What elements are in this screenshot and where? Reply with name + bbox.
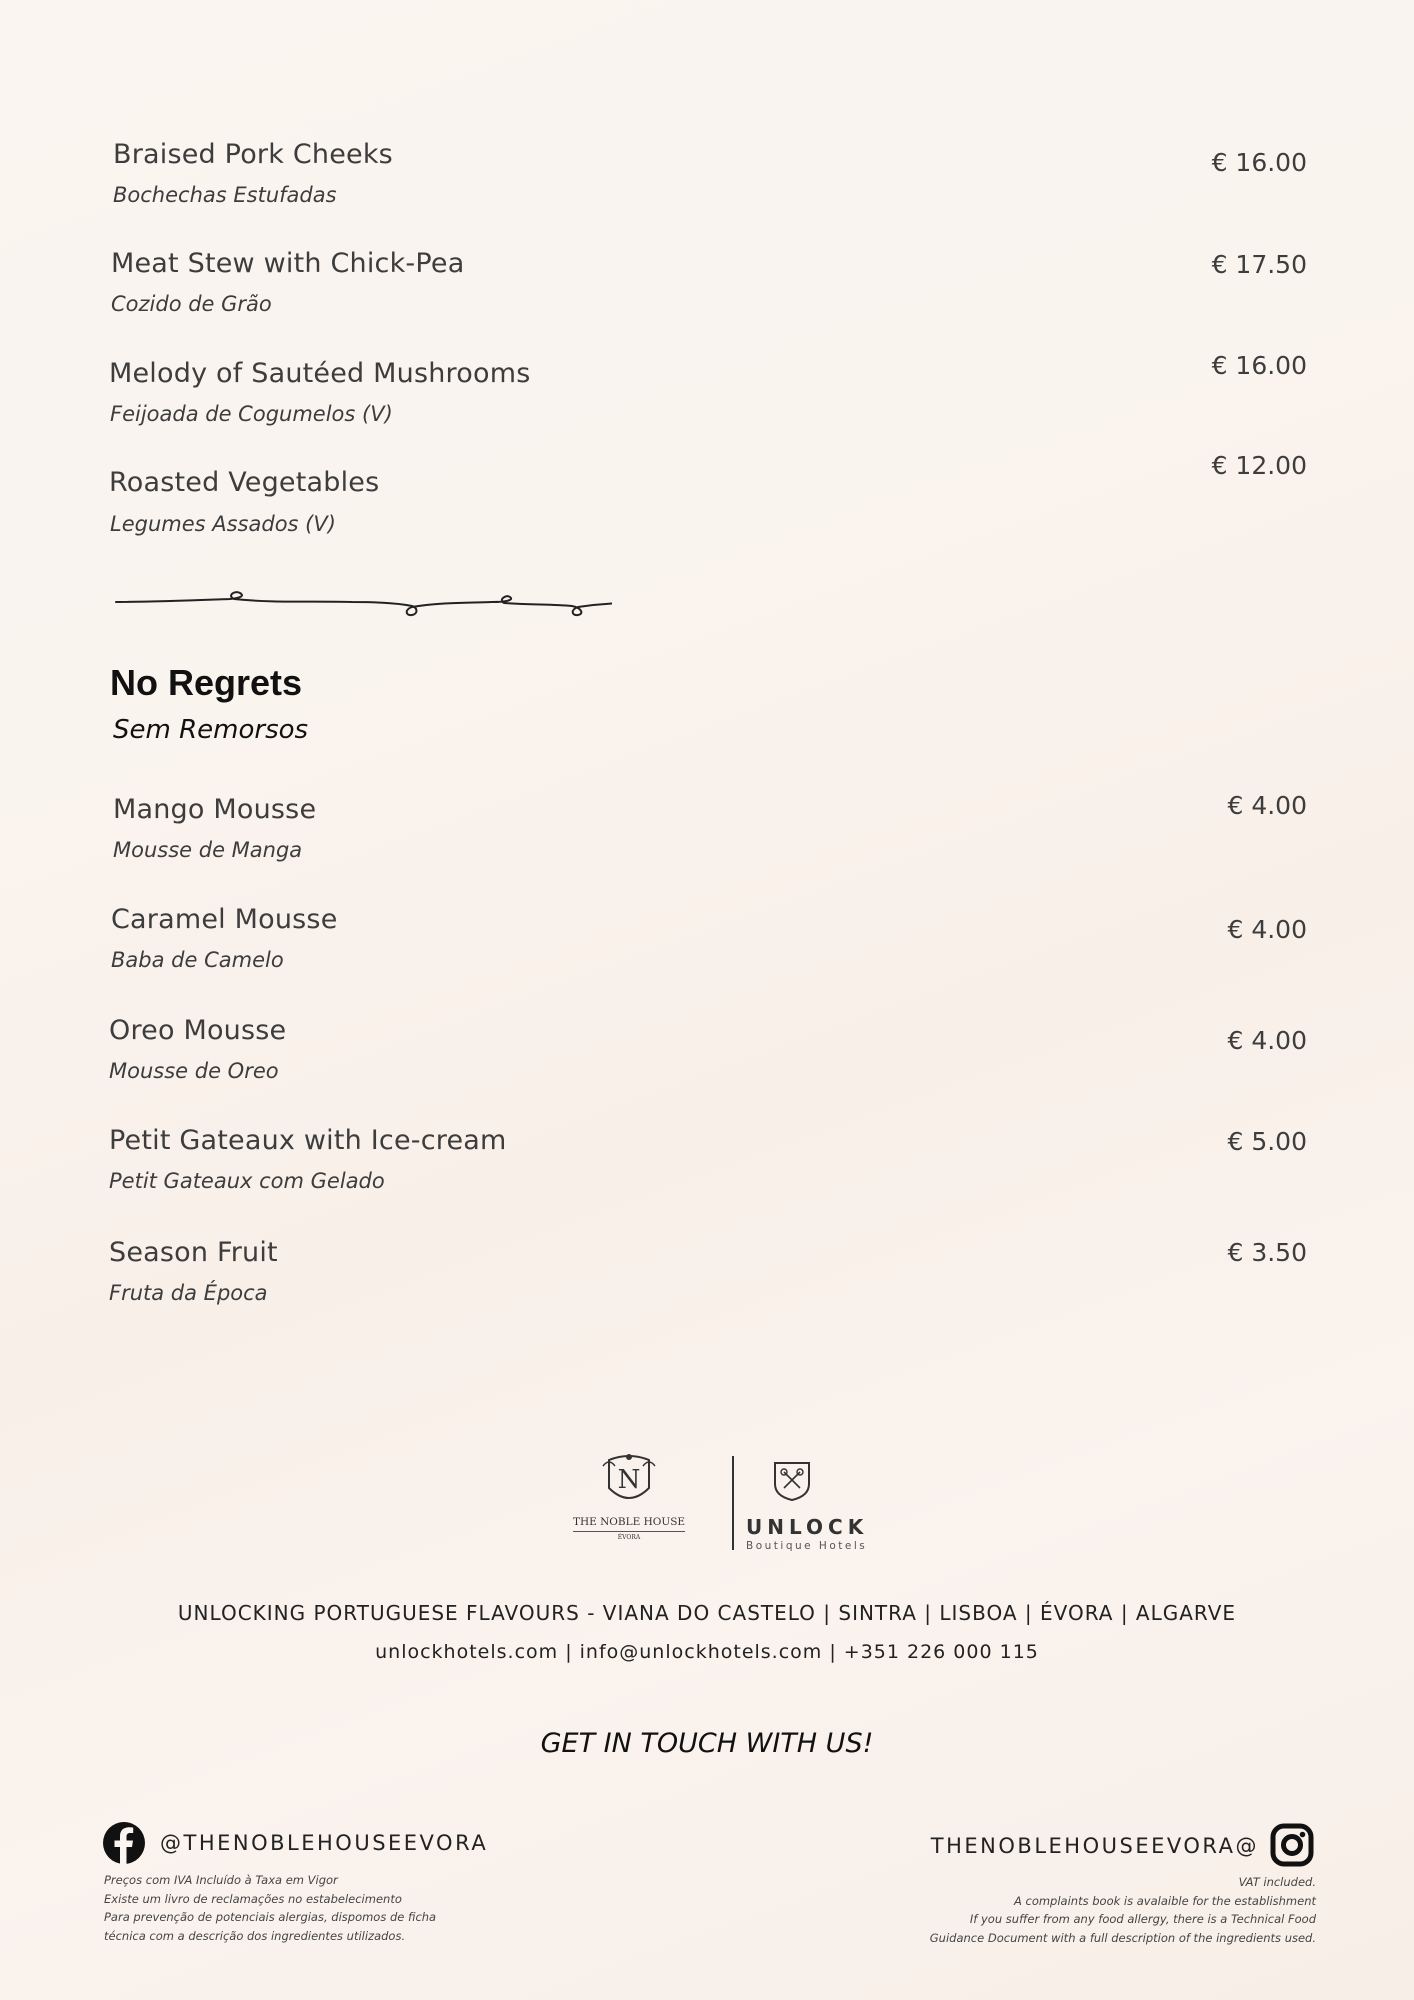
logo-divider	[732, 1456, 734, 1550]
dish-subtitle: Baba de Camelo	[111, 948, 284, 972]
note-line: Para prevenção de potenciais alergias, dispomos de ficha	[104, 1910, 437, 1924]
dish-subtitle: Mousse de Oreo	[109, 1059, 279, 1083]
logo-name: THE NOBLE HOUSE	[573, 1516, 685, 1532]
dish-name: Mango Mousse	[113, 794, 317, 825]
logo-place: ÉVORA	[617, 1534, 641, 1541]
section-title: No Regrets	[110, 662, 303, 703]
facebook-icon[interactable]	[103, 1822, 145, 1864]
dish-name: Caramel Mousse	[111, 904, 338, 935]
get-in-touch-heading: GET IN TOUCH WITH US!	[540, 1728, 874, 1759]
dish-price: € 16.00	[1211, 351, 1307, 380]
facebook-handle[interactable]: @THENOBLEHOUSEEVORA	[160, 1831, 489, 1855]
dish-name: Petit Gateaux with Ice-cream	[109, 1125, 507, 1156]
dish-subtitle: Petit Gateaux com Gelado	[109, 1169, 385, 1193]
dish-name: Oreo Mousse	[109, 1015, 287, 1046]
brand-logos	[560, 1452, 869, 1562]
legal-note-en	[930, 1873, 1316, 1947]
note-line: Existe um livro de reclamações no estabelecimento	[104, 1891, 402, 1906]
decorative-divider-icon	[112, 584, 612, 624]
instagram-handle[interactable]: THENOBLEHOUSEEVORA@	[930, 1834, 1259, 1858]
unlock-logo	[746, 1460, 872, 1550]
note-line: If you suffer from any food allergy, there is a Technical Food	[969, 1912, 1316, 1926]
dish-name: Season Fruit	[109, 1237, 278, 1268]
dish-price: € 3.50	[1227, 1238, 1307, 1267]
dish-name: Roasted Vegetables	[109, 467, 380, 498]
legal-note-pt	[104, 1871, 436, 1945]
dish-name: Melody of Sautéed Mushrooms	[109, 358, 531, 389]
section-subtitle: Sem Remorsos	[113, 715, 309, 745]
dish-subtitle: Cozido de Grão	[111, 292, 272, 316]
note-line: Preços com IVA Incluído à Taxa em Vigor	[104, 1873, 338, 1887]
dish-price: € 5.00	[1227, 1127, 1307, 1156]
dish-subtitle: Bochechas Estufadas	[113, 183, 337, 207]
note-line: VAT included.	[1238, 1875, 1316, 1889]
dish-price: € 4.00	[1227, 1026, 1307, 1055]
dish-price: € 4.00	[1227, 915, 1307, 944]
dish-subtitle: Mousse de Manga	[113, 838, 303, 862]
note-line: A complaints book is avalaible for the establishment	[1013, 1893, 1316, 1908]
dish-price: € 17.50	[1211, 250, 1307, 279]
dish-subtitle: Legumes Assados (V)	[110, 512, 336, 536]
note-line: Guidance Document with a full description of the ingredients used.	[929, 1930, 1316, 1945]
note-line: técnica com a descrição dos ingredientes utilizados.	[104, 1928, 406, 1943]
footer-tagline: UNLOCKING PORTUGUESE FLAVOURS - VIANA DO CASTELO | SINTRA | LISBOA | ÉVORA | ALGARVE	[177, 1601, 1237, 1625]
dish-subtitle: Fruta da Época	[109, 1281, 268, 1305]
dish-price: € 4.00	[1227, 791, 1307, 820]
logo-unlock-name: UNLOCK	[746, 1515, 869, 1539]
dish-name: Meat Stew with Chick-Pea	[111, 248, 465, 279]
logo-unlock-tagline: Boutique Hotels	[746, 1540, 868, 1552]
instagram-icon[interactable]	[1270, 1823, 1314, 1867]
shield-keys-icon	[772, 1460, 812, 1502]
dish-subtitle: Feijoada de Cogumelos (V)	[110, 402, 393, 426]
footer-contact[interactable]: unlockhotels.com | info@unlockhotels.com | +351 226 000 115	[375, 1641, 1039, 1663]
dish-price: € 12.00	[1211, 451, 1307, 480]
noble-house-logo	[560, 1452, 698, 1552]
dish-price: € 16.00	[1211, 148, 1307, 177]
dish-name: Braised Pork Cheeks	[113, 139, 393, 170]
logo-monogram: N	[617, 1465, 641, 1495]
